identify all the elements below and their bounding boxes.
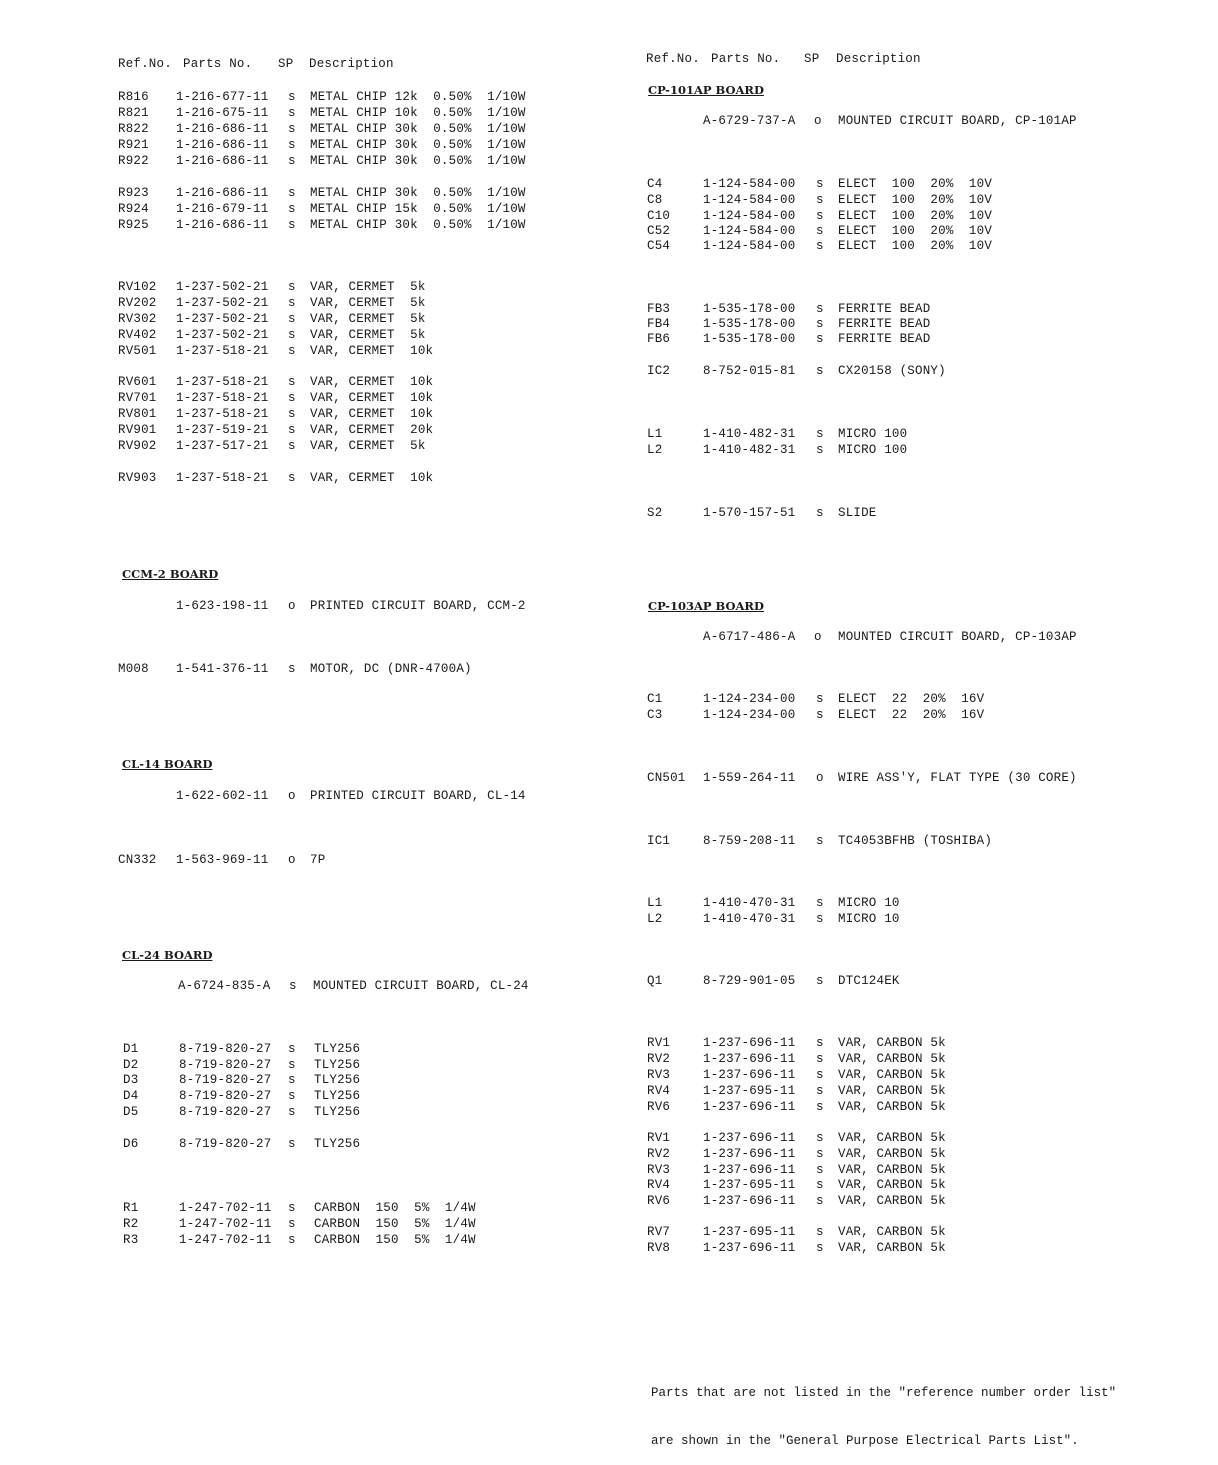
part-ref: D4 (123, 1089, 139, 1103)
board-title-ccm2: CCM-2 BOARD (122, 567, 219, 581)
part-ref: RV3 (647, 1163, 671, 1177)
part-ref: D1 (123, 1042, 139, 1056)
part-sp: s (288, 1073, 296, 1087)
part-description: VAR, CARBON 5k (838, 1100, 946, 1114)
part-sp: s (288, 344, 296, 358)
part-number: 8-719-820-27 (179, 1089, 272, 1103)
part-number: 1-237-696-11 (703, 1147, 796, 1161)
part-description: MICRO 100 (838, 427, 908, 441)
part-description: MOUNTED CIRCUIT BOARD, CP-103AP (838, 630, 1077, 644)
header-desc: Description (309, 57, 394, 71)
part-description: VAR, CERMET 5k (310, 312, 426, 326)
part-description: METAL CHIP 10k 0.50% 1/10W (310, 106, 526, 120)
part-description: ELECT 100 20% 10V (838, 239, 993, 253)
part-number: 1-237-696-11 (703, 1068, 796, 1082)
part-description: ELECT 100 20% 10V (838, 209, 993, 223)
part-number: 1-237-518-21 (176, 391, 269, 405)
part-sp: s (288, 202, 296, 216)
part-sp: s (288, 1201, 296, 1215)
part-number: 1-124-584-00 (703, 193, 796, 207)
part-description: METAL CHIP 30k 0.50% 1/10W (310, 154, 526, 168)
part-description: TC4053BFHB (TOSHIBA) (838, 834, 993, 848)
part-sp: s (816, 1068, 824, 1082)
part-sp: o (288, 599, 296, 613)
footer-note (651, 1353, 1171, 1465)
part-number: 1-237-519-21 (176, 423, 269, 437)
header-parts: Parts No. (711, 52, 781, 66)
part-sp: s (816, 1084, 824, 1098)
part-description: METAL CHIP 30k 0.50% 1/10W (310, 138, 526, 152)
part-ref: RV402 (118, 328, 157, 342)
part-ref: IC1 (647, 834, 671, 848)
part-number: 8-719-820-27 (179, 1073, 272, 1087)
part-sp: s (288, 154, 296, 168)
part-sp: s (816, 974, 824, 988)
part-ref: IC2 (647, 364, 671, 378)
part-ref: R822 (118, 122, 149, 136)
part-description: VAR, CARBON 5k (838, 1163, 946, 1177)
part-number: 1-623-198-11 (176, 599, 269, 613)
part-number: 1-247-702-11 (179, 1233, 272, 1247)
part-ref: S2 (647, 506, 663, 520)
part-description: ELECT 100 20% 10V (838, 224, 993, 238)
part-number: 1-622-602-11 (176, 789, 269, 803)
part-ref: C4 (647, 177, 663, 191)
part-sp: s (288, 312, 296, 326)
part-sp: s (288, 439, 296, 453)
part-description: VAR, CERMET 5k (310, 328, 426, 342)
part-ref: C54 (647, 239, 671, 253)
part-description: VAR, CERMET 5k (310, 439, 426, 453)
part-sp: s (288, 1233, 296, 1247)
part-description: METAL CHIP 30k 0.50% 1/10W (310, 218, 526, 232)
part-ref: RV2 (647, 1052, 671, 1066)
part-number: 1-237-502-21 (176, 296, 269, 310)
part-number: 1-237-502-21 (176, 312, 269, 326)
part-description: MOTOR, DC (DNR-4700A) (310, 662, 472, 676)
part-number: 1-541-376-11 (176, 662, 269, 676)
part-sp: s (288, 280, 296, 294)
part-description: PRINTED CIRCUIT BOARD, CCM-2 (310, 599, 526, 613)
part-number: 1-237-518-21 (176, 375, 269, 389)
part-sp: o (816, 771, 824, 785)
part-ref: FB3 (647, 302, 671, 316)
part-sp: s (816, 1225, 824, 1239)
part-sp: s (816, 708, 824, 722)
part-description: MICRO 10 (838, 912, 900, 926)
part-number: 1-237-696-11 (703, 1194, 796, 1208)
board-title-cl14: CL-14 BOARD (122, 757, 213, 771)
part-number: 8-719-820-27 (179, 1042, 272, 1056)
part-number: 1-237-696-11 (703, 1036, 796, 1050)
part-ref: RV4 (647, 1084, 671, 1098)
part-sp: s (288, 423, 296, 437)
part-ref: L1 (647, 427, 663, 441)
part-number: 8-752-015-81 (703, 364, 796, 378)
part-sp: s (288, 1137, 296, 1151)
part-ref: L1 (647, 896, 663, 910)
header-parts: Parts No. (183, 57, 253, 71)
part-number: 1-237-502-21 (176, 328, 269, 342)
part-ref: RV2 (647, 1147, 671, 1161)
part-sp: o (814, 114, 822, 128)
part-ref: R921 (118, 138, 149, 152)
part-ref: RV102 (118, 280, 157, 294)
part-description: ELECT 100 20% 10V (838, 193, 993, 207)
part-sp: s (816, 506, 824, 520)
part-sp: s (288, 218, 296, 232)
part-number: 1-237-695-11 (703, 1225, 796, 1239)
part-number: 8-729-901-05 (703, 974, 796, 988)
part-number: 1-237-518-21 (176, 407, 269, 421)
part-description: SLIDE (838, 506, 877, 520)
part-sp: s (288, 471, 296, 485)
part-sp: s (816, 302, 824, 316)
board-title-cp103ap: CP-103AP BOARD (648, 599, 764, 613)
part-sp: s (816, 364, 824, 378)
part-number: 1-216-686-11 (176, 122, 269, 136)
part-ref: RV8 (647, 1241, 671, 1255)
part-description: ELECT 22 20% 16V (838, 692, 985, 706)
board-title-cp101ap: CP-101AP BOARD (648, 83, 764, 97)
part-number: 1-237-695-11 (703, 1084, 796, 1098)
part-sp: s (288, 1058, 296, 1072)
part-number: 1-570-157-51 (703, 506, 796, 520)
part-description: PRINTED CIRCUIT BOARD, CL-14 (310, 789, 526, 803)
part-description: VAR, CARBON 5k (838, 1147, 946, 1161)
part-description: VAR, CERMET 5k (310, 280, 426, 294)
header-ref: Ref.No. (118, 57, 172, 71)
part-ref: R816 (118, 90, 149, 104)
footer-note-line1: Parts that are not listed in the "reference number order list" (651, 1386, 1117, 1400)
part-description: DTC124EK (838, 974, 900, 988)
part-description: VAR, CARBON 5k (838, 1178, 946, 1192)
part-description: TLY256 (314, 1042, 361, 1056)
part-ref: R3 (123, 1233, 139, 1247)
part-number: 1-124-584-00 (703, 239, 796, 253)
part-description: FERRITE BEAD (838, 317, 931, 331)
part-sp: s (816, 224, 824, 238)
part-ref: L2 (647, 912, 663, 926)
part-sp: s (816, 834, 824, 848)
part-ref: RV3 (647, 1068, 671, 1082)
part-description: VAR, CERMET 10k (310, 407, 434, 421)
part-number: A-6717-486-A (703, 630, 796, 644)
part-number: 1-237-696-11 (703, 1163, 796, 1177)
part-ref: RV4 (647, 1178, 671, 1192)
part-number: 1-216-686-11 (176, 154, 269, 168)
part-ref: FB6 (647, 332, 671, 346)
part-ref: D2 (123, 1058, 139, 1072)
part-number: 1-237-696-11 (703, 1100, 796, 1114)
part-sp: s (816, 1241, 824, 1255)
part-description: CARBON 150 5% 1/4W (314, 1201, 476, 1215)
part-description: VAR, CARBON 5k (838, 1225, 946, 1239)
part-description: WIRE ASS'Y, FLAT TYPE (30 CORE) (838, 771, 1077, 785)
part-number: 1-535-178-00 (703, 317, 796, 331)
part-ref: R924 (118, 202, 149, 216)
part-ref: RV903 (118, 471, 157, 485)
part-sp: s (816, 692, 824, 706)
part-sp: s (816, 1052, 824, 1066)
part-ref: RV202 (118, 296, 157, 310)
part-description: VAR, CARBON 5k (838, 1084, 946, 1098)
part-number: A-6724-835-A (178, 979, 271, 993)
part-number: 1-124-234-00 (703, 692, 796, 706)
part-ref: R2 (123, 1217, 139, 1231)
part-ref: RV601 (118, 375, 157, 389)
part-ref: R925 (118, 218, 149, 232)
part-description: VAR, CERMET 10k (310, 375, 434, 389)
part-sp: o (288, 853, 296, 867)
footer-note-line2: are shown in the "General Purpose Electrical Parts List". (651, 1434, 1079, 1448)
part-sp: s (816, 1036, 824, 1050)
part-sp: s (816, 193, 824, 207)
part-description: VAR, CARBON 5k (838, 1036, 946, 1050)
part-sp: s (816, 1131, 824, 1145)
board-title-cl24: CL-24 BOARD (122, 948, 213, 962)
part-number: 1-535-178-00 (703, 332, 796, 346)
part-sp: s (288, 662, 296, 676)
part-description: METAL CHIP 15k 0.50% 1/10W (310, 202, 526, 216)
part-sp: s (288, 186, 296, 200)
part-sp: s (816, 912, 824, 926)
part-description: FERRITE BEAD (838, 332, 931, 346)
part-sp: s (816, 427, 824, 441)
part-number: 8-719-820-27 (179, 1058, 272, 1072)
part-sp: s (288, 296, 296, 310)
part-description: VAR, CERMET 10k (310, 344, 434, 358)
part-sp: s (816, 443, 824, 457)
part-description: TLY256 (314, 1105, 361, 1119)
part-number: 8-719-820-27 (179, 1137, 272, 1151)
part-sp: s (288, 1042, 296, 1056)
part-description: TLY256 (314, 1089, 361, 1103)
part-description: ELECT 100 20% 10V (838, 177, 993, 191)
part-ref: M008 (118, 662, 149, 676)
part-sp: s (816, 209, 824, 223)
part-ref: C3 (647, 708, 663, 722)
part-sp: s (288, 106, 296, 120)
part-ref: RV902 (118, 439, 157, 453)
part-ref: D6 (123, 1137, 139, 1151)
part-number: 1-410-482-31 (703, 443, 796, 457)
header-desc: Description (836, 52, 921, 66)
part-description: TLY256 (314, 1073, 361, 1087)
part-sp: s (288, 391, 296, 405)
part-ref: RV801 (118, 407, 157, 421)
header-sp: SP (804, 52, 820, 66)
part-description: METAL CHIP 30k 0.50% 1/10W (310, 122, 526, 136)
part-sp: s (288, 138, 296, 152)
part-number: 1-216-679-11 (176, 202, 269, 216)
part-sp: s (288, 1089, 296, 1103)
part-number: 1-216-686-11 (176, 218, 269, 232)
part-sp: s (816, 1194, 824, 1208)
part-sp: s (288, 407, 296, 421)
part-number: A-6729-737-A (703, 114, 796, 128)
part-number: 1-216-686-11 (176, 186, 269, 200)
part-description: MOUNTED CIRCUIT BOARD, CL-24 (313, 979, 529, 993)
part-description: ELECT 22 20% 16V (838, 708, 985, 722)
part-sp: o (814, 630, 822, 644)
part-number: 1-410-470-31 (703, 896, 796, 910)
part-description: VAR, CERMET 10k (310, 471, 434, 485)
header-ref: Ref.No. (646, 52, 700, 66)
part-description: VAR, CARBON 5k (838, 1068, 946, 1082)
part-description: VAR, CERMET 20k (310, 423, 434, 437)
part-ref: FB4 (647, 317, 671, 331)
part-number: 1-535-178-00 (703, 302, 796, 316)
part-ref: R1 (123, 1201, 139, 1215)
part-description: VAR, CARBON 5k (838, 1052, 946, 1066)
part-sp: s (816, 239, 824, 253)
part-description: VAR, CARBON 5k (838, 1241, 946, 1255)
part-description: VAR, CARBON 5k (838, 1194, 946, 1208)
part-description: 7P (310, 853, 326, 867)
part-number: 1-216-686-11 (176, 138, 269, 152)
part-number: 1-237-696-11 (703, 1052, 796, 1066)
part-number: 1-247-702-11 (179, 1217, 272, 1231)
part-ref: Q1 (647, 974, 663, 988)
part-ref: D3 (123, 1073, 139, 1087)
part-sp: s (288, 90, 296, 104)
part-description: MICRO 100 (838, 443, 908, 457)
part-sp: o (288, 789, 296, 803)
part-ref: L2 (647, 443, 663, 457)
part-sp: s (288, 1217, 296, 1231)
part-number: 1-124-234-00 (703, 708, 796, 722)
part-ref: RV6 (647, 1194, 671, 1208)
part-number: 8-759-208-11 (703, 834, 796, 848)
part-ref: RV7 (647, 1225, 671, 1239)
part-ref: RV701 (118, 391, 157, 405)
part-description: METAL CHIP 12k 0.50% 1/10W (310, 90, 526, 104)
part-number: 1-237-696-11 (703, 1241, 796, 1255)
part-ref: D5 (123, 1105, 139, 1119)
part-sp: s (816, 1147, 824, 1161)
part-ref: RV1 (647, 1131, 671, 1145)
part-number: 1-563-969-11 (176, 853, 269, 867)
part-sp: s (288, 328, 296, 342)
part-number: 1-237-502-21 (176, 280, 269, 294)
part-ref: CN501 (647, 771, 686, 785)
part-number: 1-247-702-11 (179, 1201, 272, 1215)
part-sp: s (816, 896, 824, 910)
part-description: CARBON 150 5% 1/4W (314, 1217, 476, 1231)
part-description: VAR, CARBON 5k (838, 1131, 946, 1145)
part-sp: s (816, 177, 824, 191)
part-ref: C52 (647, 224, 671, 238)
part-ref: RV302 (118, 312, 157, 326)
part-number: 1-124-584-00 (703, 177, 796, 191)
part-number: 8-719-820-27 (179, 1105, 272, 1119)
part-sp: s (816, 332, 824, 346)
part-description: MOUNTED CIRCUIT BOARD, CP-101AP (838, 114, 1077, 128)
part-description: FERRITE BEAD (838, 302, 931, 316)
part-ref: CN332 (118, 853, 157, 867)
part-description: MICRO 10 (838, 896, 900, 910)
part-description: CX20158 (SONY) (838, 364, 946, 378)
part-number: 1-124-584-00 (703, 224, 796, 238)
part-description: TLY256 (314, 1058, 361, 1072)
part-description: VAR, CERMET 5k (310, 296, 426, 310)
part-number: 1-237-695-11 (703, 1178, 796, 1192)
part-ref: RV901 (118, 423, 157, 437)
part-ref: C10 (647, 209, 671, 223)
part-ref: RV1 (647, 1036, 671, 1050)
part-number: 1-237-518-21 (176, 344, 269, 358)
part-ref: RV6 (647, 1100, 671, 1114)
part-sp: s (288, 375, 296, 389)
part-number: 1-237-518-21 (176, 471, 269, 485)
part-ref: RV501 (118, 344, 157, 358)
part-description: TLY256 (314, 1137, 361, 1151)
part-number: 1-237-696-11 (703, 1131, 796, 1145)
part-number: 1-237-517-21 (176, 439, 269, 453)
part-number: 1-559-264-11 (703, 771, 796, 785)
part-ref: R922 (118, 154, 149, 168)
part-number: 1-410-470-31 (703, 912, 796, 926)
part-ref: C1 (647, 692, 663, 706)
part-number: 1-410-482-31 (703, 427, 796, 441)
part-ref: R923 (118, 186, 149, 200)
part-sp: s (816, 317, 824, 331)
part-sp: s (288, 122, 296, 136)
part-sp: s (289, 979, 297, 993)
part-number: 1-216-677-11 (176, 90, 269, 104)
part-number: 1-124-584-00 (703, 209, 796, 223)
part-ref: C8 (647, 193, 663, 207)
part-ref: R821 (118, 106, 149, 120)
part-sp: s (816, 1163, 824, 1177)
header-sp: SP (278, 57, 294, 71)
part-description: VAR, CERMET 10k (310, 391, 434, 405)
part-description: CARBON 150 5% 1/4W (314, 1233, 476, 1247)
part-sp: s (816, 1178, 824, 1192)
part-sp: s (816, 1100, 824, 1114)
part-number: 1-216-675-11 (176, 106, 269, 120)
part-description: METAL CHIP 30k 0.50% 1/10W (310, 186, 526, 200)
part-sp: s (288, 1105, 296, 1119)
